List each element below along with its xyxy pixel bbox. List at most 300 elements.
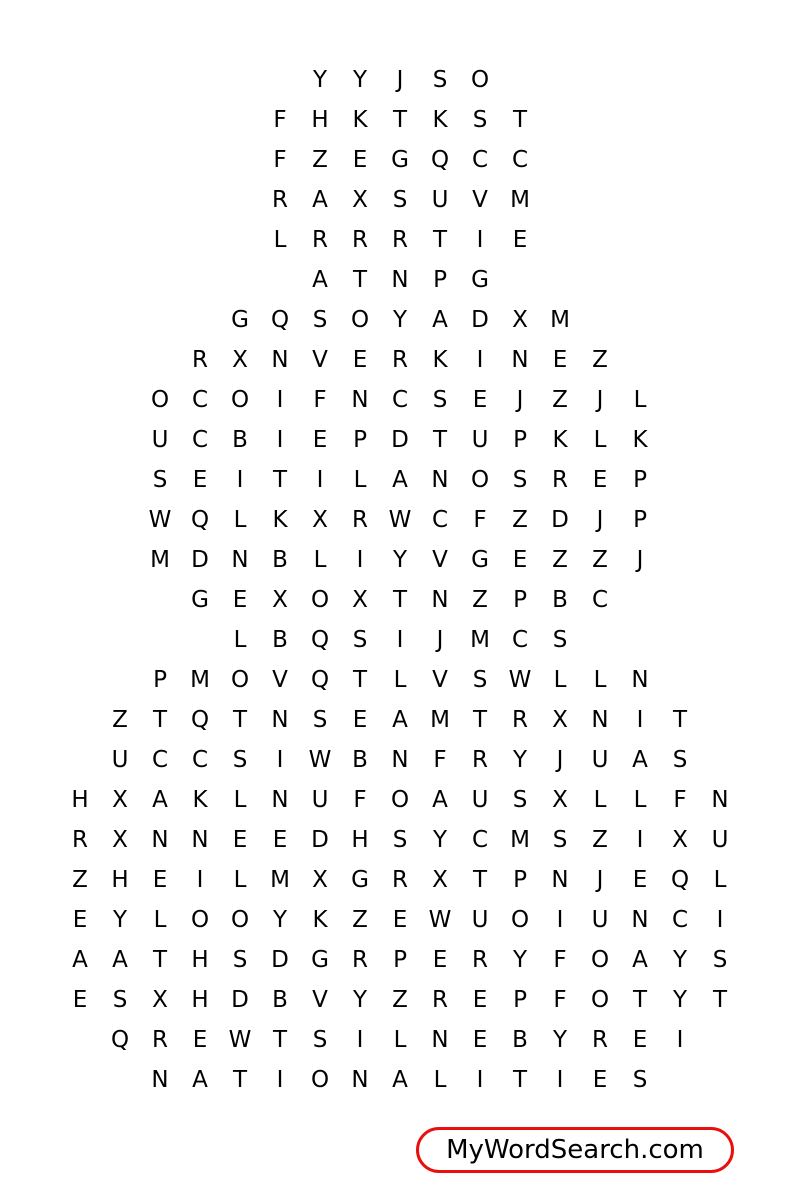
letter-cell[interactable]: I [356,547,364,573]
letter-cell[interactable]: T [512,1067,528,1093]
letter-cell[interactable]: Q [310,667,330,693]
letter-cell[interactable]: G [311,947,329,973]
letter-cell[interactable]: U [591,747,609,773]
letter-cell[interactable]: X [672,827,688,853]
letter-cell[interactable]: J [516,387,524,413]
letter-cell[interactable]: H [311,107,329,133]
letter-cell[interactable]: F [313,387,327,413]
letter-cell[interactable]: L [393,1027,407,1053]
letter-cell[interactable]: M [550,307,570,333]
letter-cell[interactable]: E [152,867,168,893]
letter-cell[interactable]: D [311,827,329,853]
letter-cell[interactable]: F [673,787,687,813]
letter-cell[interactable]: N [631,907,649,933]
letter-cell[interactable]: L [553,667,567,693]
letter-cell[interactable]: L [153,907,167,933]
letter-cell[interactable]: I [276,747,284,773]
letter-cell[interactable]: S [232,947,248,973]
letter-cell[interactable]: P [513,987,527,1013]
letter-cell[interactable]: O [470,467,490,493]
letter-cell[interactable]: P [633,467,647,493]
letter-cell[interactable]: N [431,587,449,613]
letter-cell[interactable]: I [716,907,724,933]
letter-cell[interactable]: Y [512,947,528,973]
letter-cell[interactable]: S [472,667,488,693]
letter-cell[interactable]: N [511,347,529,373]
letter-cell[interactable]: L [433,1067,447,1093]
letter-cell[interactable]: U [591,907,609,933]
letter-cell[interactable]: A [432,307,448,333]
letter-cell[interactable]: Y [272,907,288,933]
letter-cell[interactable]: K [632,427,648,453]
letter-cell[interactable]: O [230,387,250,413]
letter-cell[interactable]: X [352,587,368,613]
letter-cell[interactable]: O [390,787,410,813]
letter-cell[interactable]: C [471,147,489,173]
letter-cell[interactable]: I [636,827,644,853]
letter-cell[interactable]: L [273,227,287,253]
letter-cell[interactable]: X [552,787,568,813]
letter-cell[interactable]: E [192,1027,208,1053]
letter-cell[interactable]: I [476,1067,484,1093]
letter-cell[interactable]: E [552,347,568,373]
letter-cell[interactable]: A [392,467,408,493]
letter-cell[interactable]: I [276,1067,284,1093]
letter-cell[interactable]: R [392,227,408,253]
letter-cell[interactable]: I [556,1067,564,1093]
letter-cell[interactable]: M [270,867,290,893]
letter-cell[interactable]: C [511,147,529,173]
letter-cell[interactable]: N [391,747,409,773]
letter-cell[interactable]: S [472,107,488,133]
letter-cell[interactable]: X [352,187,368,213]
letter-cell[interactable]: L [313,547,327,573]
letter-cell[interactable]: F [553,947,567,973]
letter-cell[interactable]: Q [310,627,330,653]
letter-cell[interactable]: L [593,787,607,813]
letter-cell[interactable]: A [392,707,408,733]
letter-cell[interactable]: K [552,427,568,453]
letter-cell[interactable]: O [590,987,610,1013]
letter-cell[interactable]: Q [430,147,450,173]
letter-cell[interactable]: N [551,867,569,893]
letter-cell[interactable]: P [513,427,527,453]
letter-cell[interactable]: R [72,827,88,853]
letter-cell[interactable]: D [231,987,249,1013]
letter-cell[interactable]: T [632,987,648,1013]
letter-cell[interactable]: W [508,667,532,693]
letter-cell[interactable]: V [432,547,448,573]
letter-cell[interactable]: I [396,627,404,653]
letter-cell[interactable]: Y [512,747,528,773]
letter-cell[interactable]: I [276,427,284,453]
letter-cell[interactable]: N [711,787,729,813]
letter-cell[interactable]: E [632,1027,648,1053]
letter-cell[interactable]: H [111,867,129,893]
letter-cell[interactable]: A [72,947,88,973]
letter-cell[interactable]: C [151,747,169,773]
letter-cell[interactable]: R [352,507,368,533]
letter-cell[interactable]: N [271,347,289,373]
letter-cell[interactable]: R [312,227,328,253]
letter-cell[interactable]: Y [392,547,408,573]
letter-cell[interactable]: E [352,707,368,733]
letter-cell[interactable]: X [112,787,128,813]
letter-cell[interactable]: C [191,427,209,453]
letter-cell[interactable]: R [272,187,288,213]
letter-cell[interactable]: I [556,907,564,933]
letter-cell[interactable]: P [433,267,447,293]
letter-cell[interactable]: A [112,947,128,973]
letter-cell[interactable]: E [632,867,648,893]
brand-badge[interactable]: MyWordSearch.com [416,1127,734,1173]
letter-cell[interactable]: T [392,107,408,133]
letter-cell[interactable]: S [232,747,248,773]
letter-cell[interactable]: L [633,787,647,813]
letter-cell[interactable]: R [392,347,408,373]
letter-cell[interactable]: O [470,67,490,93]
letter-cell[interactable]: N [151,1067,169,1093]
letter-cell[interactable]: E [472,387,488,413]
letter-cell[interactable]: C [471,827,489,853]
letter-cell[interactable]: K [272,507,288,533]
letter-cell[interactable]: W [228,1027,252,1053]
letter-cell[interactable]: N [351,387,369,413]
letter-cell[interactable]: T [352,267,368,293]
letter-cell[interactable]: L [633,387,647,413]
letter-cell[interactable]: E [232,587,248,613]
letter-cell[interactable]: R [352,947,368,973]
letter-cell[interactable]: D [551,507,569,533]
letter-cell[interactable]: B [232,427,248,453]
letter-cell[interactable]: G [351,867,369,893]
letter-cell[interactable]: J [396,67,404,93]
letter-cell[interactable]: F [553,987,567,1013]
letter-cell[interactable]: J [436,627,444,653]
letter-cell[interactable]: U [471,427,489,453]
letter-cell[interactable]: E [512,227,528,253]
letter-cell[interactable]: U [151,427,169,453]
letter-cell[interactable]: N [431,467,449,493]
letter-cell[interactable]: A [152,787,168,813]
letter-cell[interactable]: Z [112,707,128,733]
letter-cell[interactable]: H [191,987,209,1013]
letter-cell[interactable]: Y [112,907,128,933]
letter-cell[interactable]: O [510,907,530,933]
letter-cell[interactable]: M [190,667,210,693]
letter-cell[interactable]: R [152,1027,168,1053]
letter-cell[interactable]: L [353,467,367,493]
letter-cell[interactable]: T [232,1067,248,1093]
letter-cell[interactable]: Y [352,987,368,1013]
letter-cell[interactable]: S [352,627,368,653]
letter-cell[interactable]: T [392,587,408,613]
letter-cell[interactable]: W [148,507,172,533]
letter-cell[interactable]: R [192,347,208,373]
letter-cell[interactable]: Z [592,347,608,373]
letter-cell[interactable]: J [556,747,564,773]
letter-cell[interactable]: C [431,507,449,533]
letter-cell[interactable]: S [432,387,448,413]
letter-cell[interactable]: F [433,747,447,773]
letter-cell[interactable]: L [233,787,247,813]
letter-cell[interactable]: E [72,907,88,933]
letter-cell[interactable]: O [310,1067,330,1093]
letter-cell[interactable]: N [151,827,169,853]
letter-cell[interactable]: G [191,587,209,613]
letter-cell[interactable]: S [112,987,128,1013]
letter-cell[interactable]: A [632,947,648,973]
letter-cell[interactable]: X [312,507,328,533]
letter-cell[interactable]: S [672,747,688,773]
letter-cell[interactable]: T [232,707,248,733]
letter-cell[interactable]: Y [672,947,688,973]
letter-cell[interactable]: L [593,427,607,453]
letter-cell[interactable]: E [352,147,368,173]
letter-cell[interactable]: B [272,987,288,1013]
letter-cell[interactable]: K [312,907,328,933]
letter-cell[interactable]: L [393,667,407,693]
letter-cell[interactable]: U [471,907,489,933]
letter-cell[interactable]: F [353,787,367,813]
letter-cell[interactable]: T [432,427,448,453]
letter-cell[interactable]: Z [512,507,528,533]
letter-cell[interactable]: E [472,987,488,1013]
letter-cell[interactable]: U [111,747,129,773]
letter-cell[interactable]: T [712,987,728,1013]
letter-cell[interactable]: N [591,707,609,733]
letter-cell[interactable]: A [192,1067,208,1093]
letter-cell[interactable]: C [671,907,689,933]
letter-cell[interactable]: X [152,987,168,1013]
letter-cell[interactable]: I [676,1027,684,1053]
letter-cell[interactable]: M [470,627,490,653]
letter-cell[interactable]: M [430,707,450,733]
letter-cell[interactable]: X [512,307,528,333]
letter-cell[interactable]: Q [270,307,290,333]
letter-cell[interactable]: I [636,707,644,733]
letter-cell[interactable]: L [713,867,727,893]
letter-cell[interactable]: S [312,307,328,333]
letter-cell[interactable]: D [271,947,289,973]
letter-cell[interactable]: K [432,347,448,373]
letter-cell[interactable]: N [191,827,209,853]
letter-cell[interactable]: S [512,467,528,493]
letter-cell[interactable]: L [233,867,247,893]
letter-cell[interactable]: Z [592,547,608,573]
letter-cell[interactable]: I [236,467,244,493]
letter-cell[interactable]: J [596,507,604,533]
letter-cell[interactable]: B [552,587,568,613]
letter-cell[interactable]: V [432,667,448,693]
letter-cell[interactable]: U [471,787,489,813]
letter-cell[interactable]: Z [312,147,328,173]
letter-cell[interactable]: T [152,947,168,973]
letter-cell[interactable]: G [391,147,409,173]
letter-cell[interactable]: W [308,747,332,773]
letter-cell[interactable]: M [510,187,530,213]
letter-cell[interactable]: I [476,227,484,253]
letter-cell[interactable]: A [312,187,328,213]
letter-cell[interactable]: T [432,227,448,253]
letter-cell[interactable]: N [631,667,649,693]
letter-cell[interactable]: P [633,507,647,533]
letter-cell[interactable]: S [432,67,448,93]
letter-cell[interactable]: W [388,507,412,533]
letter-cell[interactable]: J [596,387,604,413]
letter-cell[interactable]: E [272,827,288,853]
letter-cell[interactable]: P [393,947,407,973]
letter-cell[interactable]: E [512,547,528,573]
letter-cell[interactable]: R [472,747,488,773]
letter-cell[interactable]: G [471,547,489,573]
letter-cell[interactable]: E [392,907,408,933]
letter-cell[interactable]: N [431,1027,449,1053]
letter-cell[interactable]: E [432,947,448,973]
letter-cell[interactable]: S [312,707,328,733]
letter-cell[interactable]: Z [392,987,408,1013]
letter-cell[interactable]: N [351,1067,369,1093]
letter-cell[interactable]: S [552,827,568,853]
letter-cell[interactable]: G [471,267,489,293]
letter-cell[interactable]: V [312,987,328,1013]
letter-cell[interactable]: U [431,187,449,213]
letter-cell[interactable]: D [471,307,489,333]
letter-cell[interactable]: K [192,787,208,813]
letter-cell[interactable]: O [190,907,210,933]
letter-cell[interactable]: L [233,507,247,533]
letter-cell[interactable]: B [272,627,288,653]
letter-cell[interactable]: C [191,747,209,773]
letter-cell[interactable]: Q [110,1027,130,1053]
letter-cell[interactable]: X [312,867,328,893]
letter-cell[interactable]: P [153,667,167,693]
letter-cell[interactable]: T [512,107,528,133]
letter-cell[interactable]: S [392,187,408,213]
letter-cell[interactable]: S [712,947,728,973]
letter-cell[interactable]: R [552,467,568,493]
letter-cell[interactable]: E [592,467,608,493]
letter-cell[interactable]: A [632,747,648,773]
letter-cell[interactable]: K [432,107,448,133]
letter-cell[interactable]: P [513,867,527,893]
letter-cell[interactable]: S [312,1027,328,1053]
letter-cell[interactable]: Z [472,587,488,613]
letter-cell[interactable]: T [472,867,488,893]
letter-cell[interactable]: V [472,187,488,213]
letter-cell[interactable]: M [150,547,170,573]
letter-cell[interactable]: O [150,387,170,413]
letter-cell[interactable]: Y [432,827,448,853]
letter-cell[interactable]: A [392,1067,408,1093]
letter-cell[interactable]: I [196,867,204,893]
letter-cell[interactable]: R [592,1027,608,1053]
letter-cell[interactable]: R [512,707,528,733]
letter-cell[interactable]: S [512,787,528,813]
letter-cell[interactable]: Z [552,547,568,573]
letter-cell[interactable]: L [593,667,607,693]
letter-cell[interactable]: P [353,427,367,453]
letter-cell[interactable]: Z [72,867,88,893]
letter-cell[interactable]: T [472,707,488,733]
letter-cell[interactable]: Y [392,307,408,333]
letter-cell[interactable]: S [152,467,168,493]
letter-cell[interactable]: X [432,867,448,893]
letter-cell[interactable]: Q [190,707,210,733]
letter-cell[interactable]: Y [552,1027,568,1053]
letter-cell[interactable]: G [231,307,249,333]
letter-cell[interactable]: I [476,347,484,373]
letter-cell[interactable]: O [230,667,250,693]
letter-cell[interactable]: B [512,1027,528,1053]
letter-cell[interactable]: R [472,947,488,973]
letter-cell[interactable]: J [636,547,644,573]
letter-cell[interactable]: R [432,987,448,1013]
letter-cell[interactable]: L [233,627,247,653]
letter-cell[interactable]: Y [672,987,688,1013]
letter-cell[interactable]: F [273,107,287,133]
letter-cell[interactable]: F [273,147,287,173]
letter-cell[interactable]: Q [190,507,210,533]
letter-cell[interactable]: Z [592,827,608,853]
letter-cell[interactable]: O [590,947,610,973]
letter-cell[interactable]: M [510,827,530,853]
letter-cell[interactable]: I [276,387,284,413]
letter-cell[interactable]: R [392,867,408,893]
letter-cell[interactable]: C [391,387,409,413]
letter-cell[interactable]: A [312,267,328,293]
letter-cell[interactable]: E [232,827,248,853]
letter-cell[interactable]: C [511,627,529,653]
letter-cell[interactable]: B [272,547,288,573]
letter-cell[interactable]: Y [352,67,368,93]
letter-cell[interactable]: V [312,347,328,373]
letter-cell[interactable]: D [391,427,409,453]
letter-cell[interactable]: T [672,707,688,733]
letter-cell[interactable]: X [232,347,248,373]
letter-cell[interactable]: E [592,1067,608,1093]
letter-cell[interactable]: E [352,347,368,373]
letter-cell[interactable]: H [191,947,209,973]
letter-cell[interactable]: J [596,867,604,893]
letter-cell[interactable]: I [316,467,324,493]
letter-cell[interactable]: C [591,587,609,613]
letter-cell[interactable]: E [72,987,88,1013]
letter-cell[interactable]: O [230,907,250,933]
letter-cell[interactable]: C [191,387,209,413]
letter-cell[interactable]: B [352,747,368,773]
letter-cell[interactable]: V [272,667,288,693]
letter-cell[interactable]: N [271,707,289,733]
letter-cell[interactable]: T [272,1027,288,1053]
letter-cell[interactable]: T [272,467,288,493]
letter-cell[interactable]: R [352,227,368,253]
letter-cell[interactable]: H [351,827,369,853]
letter-cell[interactable]: X [272,587,288,613]
letter-cell[interactable]: N [391,267,409,293]
letter-cell[interactable]: F [473,507,487,533]
letter-cell[interactable]: Z [352,907,368,933]
letter-cell[interactable]: W [428,907,452,933]
letter-cell[interactable]: S [392,827,408,853]
letter-cell[interactable]: U [311,787,329,813]
letter-cell[interactable]: E [312,427,328,453]
letter-cell[interactable]: D [191,547,209,573]
letter-cell[interactable]: I [356,1027,364,1053]
letter-cell[interactable]: E [472,1027,488,1053]
letter-cell[interactable]: O [350,307,370,333]
letter-cell[interactable]: A [432,787,448,813]
